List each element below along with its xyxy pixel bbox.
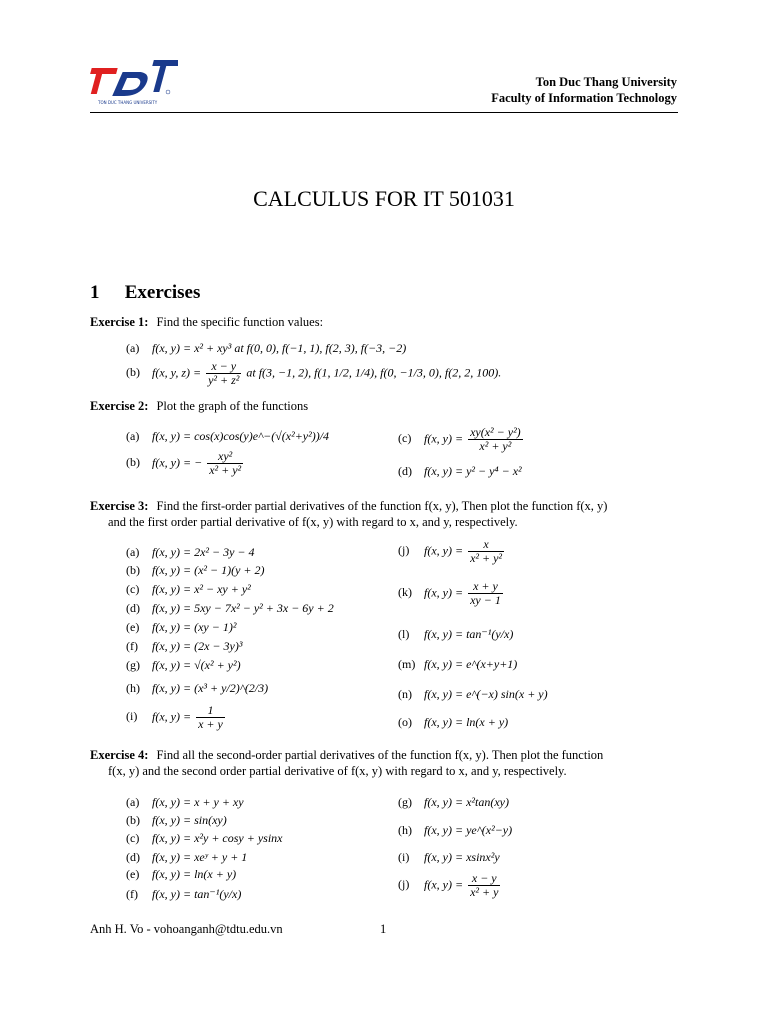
- university-name: Ton Duc Thang University: [535, 75, 677, 89]
- item-label: (g): [126, 658, 140, 672]
- exercise-item: [398, 872, 502, 899]
- item-label: (d): [126, 850, 140, 864]
- fraction: [468, 580, 503, 607]
- exercise-item: [398, 849, 500, 865]
- fraction: [206, 360, 241, 387]
- exercise-item: [126, 638, 242, 654]
- item-label: (f): [126, 887, 138, 901]
- exercise-item: [126, 450, 245, 477]
- item-formula: f(x, y) = ye^(x²−y): [424, 823, 513, 837]
- page-number: 1: [380, 922, 387, 936]
- item-label: (l): [398, 627, 410, 641]
- exercise-item: [126, 619, 236, 635]
- exercise-item: [126, 428, 329, 444]
- item-label: (b): [126, 813, 140, 827]
- exercise-item: [398, 538, 506, 565]
- faculty-name: Faculty of Information Technology: [491, 91, 677, 105]
- exercise-label: Exercise 4:: [90, 748, 149, 762]
- exercise-text: Find the specific function values:: [156, 315, 324, 329]
- fraction: [468, 872, 500, 899]
- exercise-item: [398, 794, 509, 810]
- exercise-item: [126, 600, 334, 616]
- item-formula: f(x, y) = e^(−x) sin(x + y): [424, 687, 548, 701]
- item-formula: f(x, y) = (2x − 3y)³: [152, 639, 243, 653]
- exercise-item: [126, 794, 244, 810]
- denominator: xy − 1: [470, 593, 501, 607]
- exercise-item: [126, 886, 241, 902]
- exercise-item: [398, 426, 525, 453]
- item-formula: f(x, y) = (xy − 1)²: [152, 620, 237, 634]
- item-label: (g): [398, 795, 412, 809]
- item-formula: f(x, y) = 5xy − 7x² − y² + 3x − 6y + 2: [152, 601, 334, 615]
- item-formula: f(x, y) = (x³ + y/2)^(2/3): [152, 681, 269, 695]
- item-label: (n): [398, 687, 412, 701]
- item-formula: f(x, y) =: [424, 431, 464, 446]
- exercise-item: [398, 686, 548, 702]
- item-formula: f(x, y) = ln(x + y): [152, 867, 237, 881]
- item-formula: f(x, y) = tan⁻¹(y/x): [424, 627, 514, 641]
- exercise-text-continued: and the first order partial derivative of f(x, y) with regard to x, and y, respectively.: [108, 515, 518, 529]
- item-formula: f(x, y) = y² − y⁴ − x²: [424, 464, 522, 478]
- item-label: (e): [126, 867, 140, 881]
- numerator: x − y: [206, 360, 241, 374]
- exercise-item: [398, 626, 513, 642]
- exercise-item: [126, 830, 283, 846]
- item-formula: f(x, y) = ln(x + y): [424, 715, 509, 729]
- exercise-label: Exercise 3:: [90, 499, 149, 513]
- item-formula: f(x, y) = tan⁻¹(y/x): [152, 887, 242, 901]
- denominator: y² + z²: [208, 373, 240, 387]
- fraction: [207, 450, 243, 477]
- exercise-item: [126, 562, 265, 578]
- item-label: (e): [126, 620, 140, 634]
- item-label: (h): [398, 823, 412, 837]
- fraction: [196, 704, 225, 731]
- item-formula: f(x, y) = x + y + xy: [152, 795, 244, 809]
- item-formula: f(x, y) = xeʸ + y + 1: [152, 850, 248, 864]
- item-formula: f(x, y) = x²y + cosy + ysinx: [152, 831, 283, 845]
- exercise-item: [126, 704, 227, 731]
- exercise-item: [126, 657, 241, 673]
- numerator: 1: [196, 704, 225, 718]
- item-label: (a): [126, 341, 140, 355]
- item-formula: f(x, y) =: [424, 585, 464, 600]
- exercise-text-continued: f(x, y) and the second order partial derivative of f(x, y) with regard to x, and y, respectively.: [108, 764, 567, 778]
- item-label: (a): [126, 545, 140, 559]
- item-label: (i): [398, 850, 410, 864]
- item-formula: f(x, y) = −: [152, 455, 203, 470]
- section-number: 1: [90, 282, 100, 303]
- exercise-4-prompt: [90, 747, 680, 779]
- numerator: xy(x² − y²): [470, 425, 521, 439]
- item-label: (d): [398, 464, 412, 478]
- numerator: x: [468, 538, 504, 552]
- tdt-logo: [88, 52, 178, 108]
- exercise-label: Exercise 1:: [90, 315, 149, 329]
- item-formula: f(x, y) = e^(x+y+1): [424, 657, 518, 671]
- exercise-item: [398, 714, 508, 730]
- item-formula: f(x, y) =: [424, 543, 464, 558]
- denominator: x + y: [198, 717, 223, 731]
- footer-author: Anh H. Vo - vohoanganh@tdtu.edu.vn: [90, 922, 283, 936]
- item-formula: f(x, y) = sin(xy): [152, 813, 227, 827]
- exercise-item: [398, 463, 522, 479]
- item-label: (c): [398, 431, 412, 446]
- item-formula: f(x, y) =: [152, 709, 192, 724]
- exercise-item: [126, 340, 406, 356]
- exercise-item: [126, 812, 227, 828]
- section-title: Exercises: [124, 282, 201, 303]
- exercise-item: [126, 544, 255, 560]
- item-formula: f(x, y) = 2x² − 3y − 4: [152, 545, 255, 559]
- item-label: (h): [126, 681, 140, 695]
- item-formula: f(x, y) =: [424, 877, 464, 892]
- numerator: x − y: [468, 872, 500, 886]
- exercise-text: Plot the graph of the functions: [156, 399, 309, 413]
- item-label: (f): [126, 639, 138, 653]
- header-institution: [491, 74, 677, 106]
- item-label: (d): [126, 601, 140, 615]
- denominator: x² + y: [470, 885, 499, 899]
- exercise-item: [126, 581, 251, 597]
- exercise-text: Find all the second-order partial derivatives of the function f(x, y). Then plot the function: [156, 748, 604, 762]
- section-heading: [90, 282, 200, 304]
- item-label: (b): [126, 365, 140, 380]
- exercise-item: [126, 680, 268, 696]
- item-label: (k): [398, 585, 412, 600]
- svg-text:TON DUC THANG UNIVERSITY: TON DUC THANG UNIVERSITY: [98, 100, 158, 105]
- fraction: [468, 426, 523, 453]
- exercise-item: [126, 849, 247, 865]
- denominator: x² + y²: [479, 439, 512, 453]
- item-formula-tail: at f(3, −1, 2), f(1, 1/2, 1/4), f(0, −1/3, 0), f(2, 2, 100).: [246, 365, 502, 380]
- fraction: [468, 538, 504, 565]
- exercise-text: Find the first-order partial derivatives of the function f(x, y), Then plot the function f(x, y): [156, 499, 608, 513]
- item-formula: f(x, y) = cos(x)cos(y)e^−(√(x²+y²))/4: [152, 429, 330, 443]
- denominator: x² + y²: [470, 551, 503, 565]
- item-formula: f(x, y) = x² − xy + y²: [152, 582, 251, 596]
- item-label: (c): [126, 831, 140, 845]
- item-label: (a): [126, 795, 140, 809]
- exercise-2-prompt: [90, 398, 680, 414]
- item-label: (c): [126, 582, 140, 596]
- document-title: CALCULUS FOR IT 501031: [253, 186, 515, 211]
- item-label: (a): [126, 429, 140, 443]
- exercise-3-prompt: [90, 498, 680, 530]
- item-label: (b): [126, 563, 140, 577]
- numerator: x + y: [468, 580, 503, 594]
- item-formula: f(x, y, z) =: [152, 365, 202, 380]
- item-label: (i): [126, 709, 138, 724]
- item-formula: f(x, y) = x² + xy³ at f(0, 0), f(−1, 1), f(2, 3), f(−3, −2): [152, 341, 407, 355]
- item-formula: f(x, y) = (x² − 1)(y + 2): [152, 563, 265, 577]
- exercise-item: [398, 580, 505, 607]
- exercise-item: [398, 656, 517, 672]
- item-label: (j): [398, 543, 410, 558]
- exercise-label: Exercise 2:: [90, 399, 149, 413]
- exercise-item: [126, 360, 501, 387]
- item-label: (j): [398, 877, 410, 892]
- item-label: (m): [398, 657, 416, 671]
- exercise-item: [126, 866, 236, 882]
- header-rule: [90, 112, 678, 113]
- numerator: xy²: [207, 450, 243, 464]
- item-formula: f(x, y) = xsinx²y: [424, 850, 500, 864]
- item-label: (b): [126, 455, 140, 470]
- item-formula: f(x, y) = x²tan(xy): [424, 795, 509, 809]
- denominator: x² + y²: [209, 463, 242, 477]
- item-label: (o): [398, 715, 412, 729]
- exercise-1-prompt: [90, 314, 680, 330]
- item-formula: f(x, y) = √(x² + y²): [152, 658, 241, 672]
- exercise-item: [398, 822, 512, 838]
